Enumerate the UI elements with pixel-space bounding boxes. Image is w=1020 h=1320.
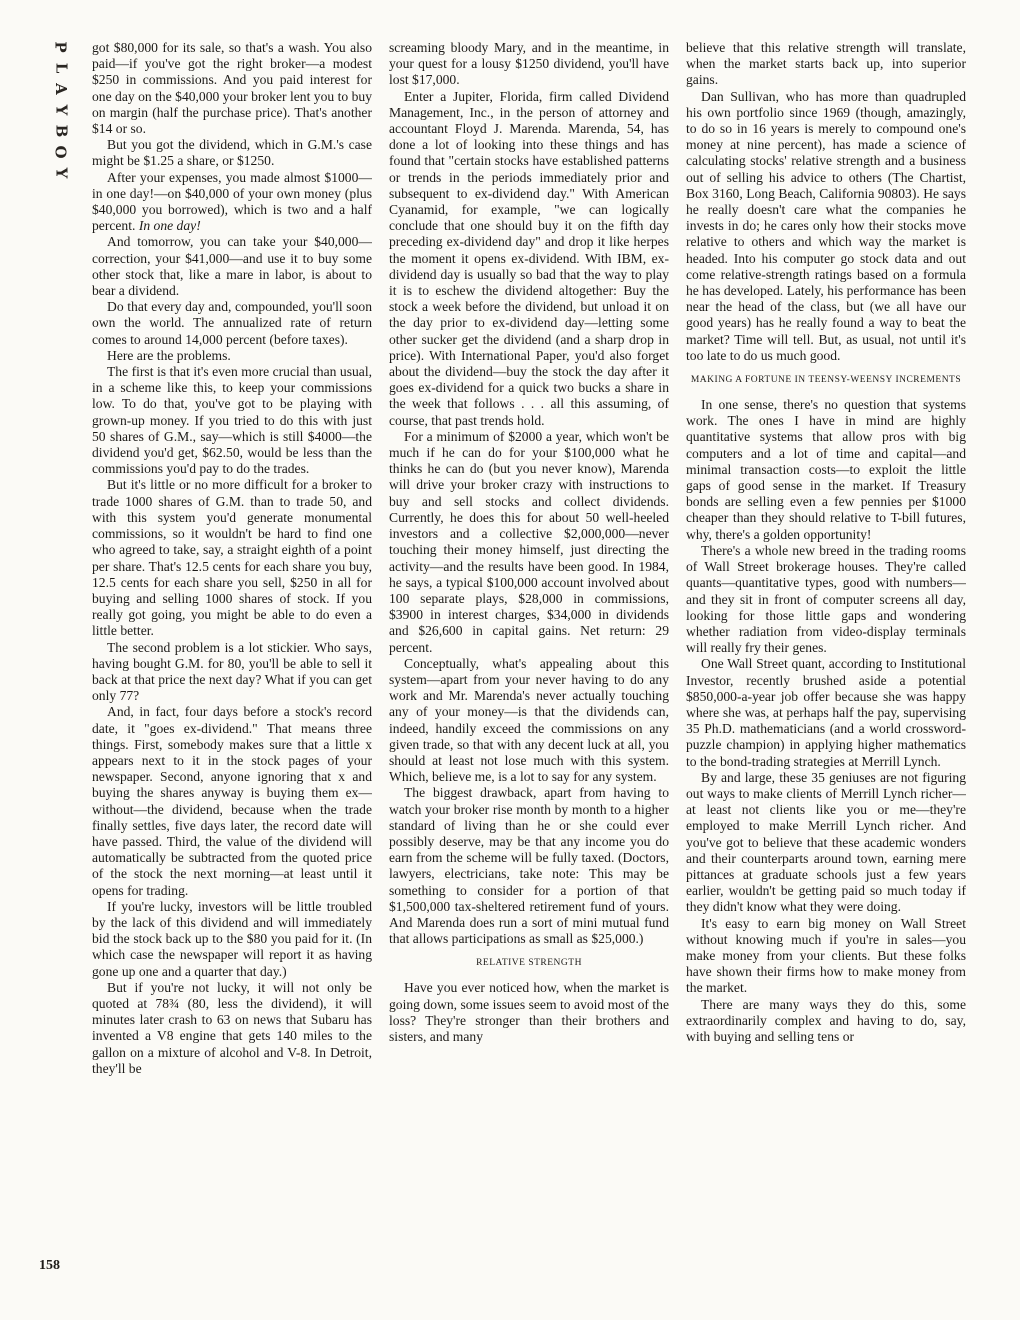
section-heading: MAKING A FORTUNE IN TEENSY-WEENSY INCREMENTS (690, 375, 962, 386)
section-heading: RELATIVE STRENGTH (476, 958, 582, 969)
paragraph: After your expenses, you made almost $1000—in one day!—on $40,000 of your own money (plus $40,000 you borrowed), which is two and a half percent. In one day! (92, 169, 372, 234)
masthead-letter: A (51, 83, 70, 95)
paragraph: Conceptually, what's appealing about this system—apart from your never having to do any work and Mr. Marenda's never actually touching any of your money—is that the dividends can, indeed, handily exceed the commissions on any given trade, so that with any decent luck at all, you should at least not lose much with this system. Which, believe me, is a lot to say for any system. (389, 655, 669, 785)
page-number: 158 (39, 1258, 60, 1273)
paragraph: Have you ever noticed how, when the market is going down, some issues seem to avoid most of the loss? They're stronger than their brothers and sisters, and many (389, 980, 669, 1044)
masthead-letter: Y (52, 104, 70, 116)
emphasis: In one day! (138, 218, 201, 234)
text-column-1 (92, 40, 372, 1290)
masthead-letter: P (52, 41, 70, 53)
paragraph: But you got the dividend, which in G.M.'s case might be $1.25 a share, or $1250. (92, 137, 372, 169)
paragraph: It's easy to earn big money on Wall Street without knowing much if you're in sales—you make money from your clients. But these folks have shown their firms how to make money from the market. (686, 915, 966, 996)
paragraph: Enter a Jupiter, Florida, firm called Dividend Management, Inc., in the person of attorney and accountant Floyd J. Marenda. Marenda, 54, has done a lot of looking into these things and has found that "certain stocks have established patterns or trends in the periods immediately prior and subsequent to ex-dividend day." With American Cyanamid, for example, "we can logically conclude that one should buy it on the fifth day preceding ex-dividend day" and drop it like herpes the moment it opens ex-dividend. With IBM, ex-dividend day is usually so bad that the way to play it is to eschew the dividend altogether: Buy the stock a week before the dividend, but unload it on the day prior to ex-dividend day—letting some other sucker get the dividend (and a sharp drop in price). With International Paper, you'd also forget about the dividend—buy the stock the day after it goes ex-dividend for a quick two bucks a share in the week that follows . . . all this assuming, of course, that past trends hold. (389, 88, 669, 428)
masthead-letter: B (52, 124, 70, 138)
paragraph: For a minimum of $2000 a year, which won't be much if he can do for your $100,000 what he thinks he can do (but you never know), Marenda will drive your broker crazy with instructions to buy and sell stocks and collect dividends. Currently, he does this for about 50 well-heeled investors and a collective $2,000,000—never touching their money himself, just directing the activity—and the results have been good. In 1984, he says, a typical $100,000 account involved about 100 separate plays, $28,000 in commissions, $3900 in interest charges, $34,000 in dividends and $26,600 in capital gains. Net return: 29 percent. (389, 428, 669, 655)
masthead-letter: Y (52, 167, 70, 179)
paragraph: The first is that it's even more crucial than usual, in a scheme like this, to keep your commissions low. To do that, you've got to be playing with grown-up money. If you tried to do this with just 50 shares of G.M., say—which is still $4000—the dividend you'd get, $62.50, would be less than the commissions you'd pay to do the trades. (92, 364, 372, 477)
paragraph: And, in fact, four days before a stock's record date, it "goes ex-dividend." That means three things. First, somebody makes sure that a little x appears next to it in the stock pages of your newspaper. Second, anyone ignoring that x and buying the shares anyway is buying them ex—without—the dividend, because when the trade finally settles, five days later, the record date will have passed. Third, the value of the dividend will automatically be subtracted from the quoted price of the stock the next morning—at least until it opens for trading. (92, 704, 372, 898)
paragraph: By and large, these 35 geniuses are not figuring out ways to make clients of Merrill Lynch richer—at least not clients like you or me—they're employed to make Merrill Lynch richer. And you've got to believe that these academic wonders and their counterparts around town, earning mere pittances at graduate schools just a few years earlier, wouldn't be getting paid so much today if they didn't know what they were doing. (686, 769, 966, 915)
paragraph: In one sense, there's no question that systems work. The ones I have in mind are highly quantitative systems that allow pros with big computers and a lot of time and capital—and minimal transaction costs—to exploit the little gaps of good sense in the market. If Treasury bonds are selling even a few pennies per $1000 cheaper than they should relative to T-bill futures, why, there's a golden opportunity! (686, 397, 966, 542)
paragraph: But it's little or no more difficult for a broker to trade 1000 shares of G.M. than to trade 50, and with this system you'd generate monumental commissions, so it wouldn't be hard to find one who agreed to take, say, a straight eighth of a point per share. That's 12.5 cents for each share you buy, 12.5 cents for each share you sell, $250 in all for buying and selling 1000 shares of stock. If you really got going, you might be able to do even a little better. (92, 477, 372, 639)
paragraph: One Wall Street quant, according to Institutional Investor, recently brushed aside a potential $850,000-a-year job offer because she was happy where she was, at perhaps half the pay, supervising 35 Ph.D. mathematicians (and a world crossword-puzzle champion) in applying higher mathematics to the bond-trading strategies at Merrill Lynch. (686, 656, 966, 769)
paragraph: There are many ways they do this, some extraordinarily complex and having to do, say, with buying and selling tens or (686, 996, 966, 1044)
magazine-masthead (49, 40, 73, 187)
text-column-3 (686, 40, 966, 1290)
paragraph: The biggest drawback, apart from having to watch your broker rise month by month to a higher standard of living than he or she could ever possibly deserve, may be that any income you do earn from the scheme will be fully taxed. (Doctors, lawyers, electricians, take note: This may be something to consider for a portion of that $1,500,000 tax-sheltered retirement fund of yours. And Marenda does run a sort of mini mutual fund that allows participations as small as $25,000.) (389, 785, 669, 947)
paragraph: got $80,000 for its sale, so that's a wash. You also paid—if you've got the right broker—a modest $250 in commissions. And you paid interest for one day on the $40,000 your broker lent you to buy on margin (half the purchase price). That's another $14 or so. (92, 40, 372, 137)
paragraph: Here are the problems. (107, 347, 231, 363)
paragraph: The second problem is a lot stickier. Who says, having bought G.M. for 80, you'll be able to sell it back at that price the next day? What if you can get only 77? (92, 639, 372, 704)
masthead-letter: O (51, 145, 70, 159)
paragraph: And tomorrow, you can take your $40,000—correction, your $41,000—and use it to buy some other stock that, like a mare in labor, is about to bear a dividend. (92, 234, 372, 299)
paragraph: believe that this relative strength will translate, when the market starts back up, into superior gains. (686, 40, 966, 88)
paragraph: screaming bloody Mary, and in the meantime, in your quest for a lousy $1250 dividend, you'll have lost $17,000. (389, 40, 669, 88)
paragraph: Dan Sullivan, who has more than quadrupled his own portfolio since 1969 (though, amazingly, to do so in 16 years is merely to compound one's money at nine percent), has made a science of calculating stocks' relative strength and a business out of selling his advice to others (The Chartist, Box 3160, Long Beach, California 90803). He says he really doesn't care what the companies he invests in do; he cares only how their stocks move relative to others and which way the market is headed. Into his computer go stock data and out come relative-strength ratings based on a formula he has developed. Lately, his performance has been near the head of the class, but (we all have our good years) has he really found a way to beat the market? Time will tell. But, as usual, not until it's too late to do us much good. (686, 88, 966, 363)
paragraph: If you're lucky, investors will be little troubled by the lack of this dividend and will immediately bid the stock back up to the $80 you paid for it. (In which case the newspaper will report it as having gone up one and a quarter that day.) (92, 898, 372, 979)
paragraph: Do that every day and, compounded, you'll soon own the world. The annualized rate of return comes to around 14,000 percent (before taxes). (92, 299, 372, 347)
text-column-2 (389, 40, 669, 1290)
masthead-letter: L (51, 62, 70, 74)
paragraph: But if you're not lucky, it will not only be quoted at 78¾ (80, less the dividend), it will minutes later crash to 63 on news that Subaru has invented a V8 engine that gets 140 miles to the gallon on a mixture of alcohol and V-8. In Detroit, they'll be (92, 979, 372, 1076)
paragraph: There's a whole new breed in the trading rooms of Wall Street brokerage houses. They're called quants—quantitative types, good with numbers—and they sit in front of computer screens all day, looking for those little gaps and wondering whether radiation from video-display terminals will really fry their genes. (686, 542, 966, 656)
